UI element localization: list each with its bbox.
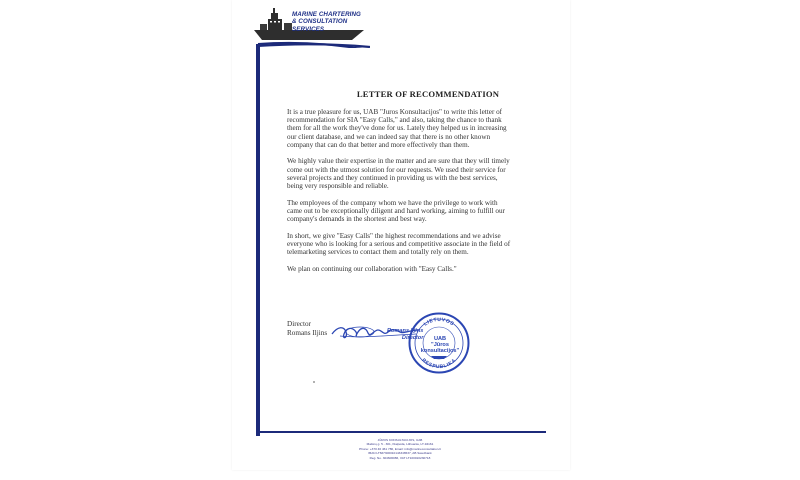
text-line: In short, we give "Easy Calls" the highest recommendations and we advise xyxy=(287,231,501,240)
stamp-center-text xyxy=(418,336,462,354)
letter-title: LETTER OF RECOMMENDATION xyxy=(356,89,500,99)
ink-dot xyxy=(313,381,315,383)
logo-line: & CONSULTATION xyxy=(292,18,348,26)
text-line: telemarketing services to contact them and totally rely on them. xyxy=(287,248,469,257)
text-line: several projects and they continued in providing us with the best services, xyxy=(287,173,498,182)
text-line: come out with the utmost solution for our requests. We used their service for xyxy=(287,165,506,174)
text-line: company's demands in the shortest and best way. xyxy=(287,215,427,224)
frame-bottom-border xyxy=(256,431,546,433)
paragraph xyxy=(287,232,570,257)
text-line: recommendation for SIA "Easy Calls," and also, taking the chance to thank xyxy=(287,116,502,125)
stamp-line: konsultacijos" xyxy=(420,348,460,354)
footer-line: JŪROS KONSULTACIJOS, UAB xyxy=(377,438,423,442)
footer-line: Reg. No. 304606086, VAT LT100010230718 xyxy=(369,455,431,460)
paragraph xyxy=(287,108,570,149)
letter-body xyxy=(287,108,570,281)
text-line: company that can do that better and more effectively than them. xyxy=(287,140,470,149)
footer-line: Malūnų g. 5 - 301, Klaipėda, Lithuania, LT-94161 xyxy=(366,442,434,447)
stamp-bottom-arc: RESPUBLIKA xyxy=(420,357,458,371)
frame-left-border xyxy=(256,44,260,436)
stamp-top-arc: LIETUVOS xyxy=(422,316,456,328)
signature-line: Director xyxy=(401,334,424,341)
frame-top-border xyxy=(256,36,370,48)
signer-role: Director xyxy=(287,320,311,328)
paragraph xyxy=(287,265,570,273)
text-line: It is a true pleasure for us, UAB "Juros Konsultacijos" to write this letter of xyxy=(287,108,503,116)
text-line: being very responsible and reliable. xyxy=(287,182,389,191)
text-line: everyone who is looking for a serious and competitive associate in the field of xyxy=(287,239,511,248)
paragraph xyxy=(287,157,570,190)
company-footer xyxy=(330,438,470,460)
company-logo-text xyxy=(292,11,361,33)
signer-name: Romans Iljins xyxy=(287,328,328,337)
text-line: them for all the work they've done for us. Lately they helped us in increasing xyxy=(287,124,507,133)
text-line: came out to be exceptionally diligent and hard working, aiming to fulfill our xyxy=(287,206,505,215)
text-line: our client database, and we can indeed say that there is no other known xyxy=(287,132,491,141)
logo-line: SERVICES xyxy=(292,25,325,33)
footer-line: IBAN LT667300010143346537, AB Swedbank xyxy=(368,451,432,456)
paragraph xyxy=(287,199,570,224)
logo-line: MARINE CHARTERING xyxy=(292,11,361,18)
signature-line: Romans Iljins xyxy=(387,328,424,334)
signature-block xyxy=(287,320,327,337)
footer-line: Phone: +370 46 461 786, Email: info@marineconsultation.lt xyxy=(359,446,441,451)
svg-text:RESPUBLIKA xyxy=(420,357,457,370)
text-line: We plan on continuing our collaboration with "Easy Calls." xyxy=(287,264,457,273)
text-line: We highly value their expertise in the matter and are sure that they will timely xyxy=(287,157,510,166)
stamp-line: "Jūros xyxy=(431,342,449,348)
stamp-line: UAB xyxy=(433,336,447,342)
text-line: The employees of the company whom we have the privilege to work with xyxy=(287,198,498,207)
